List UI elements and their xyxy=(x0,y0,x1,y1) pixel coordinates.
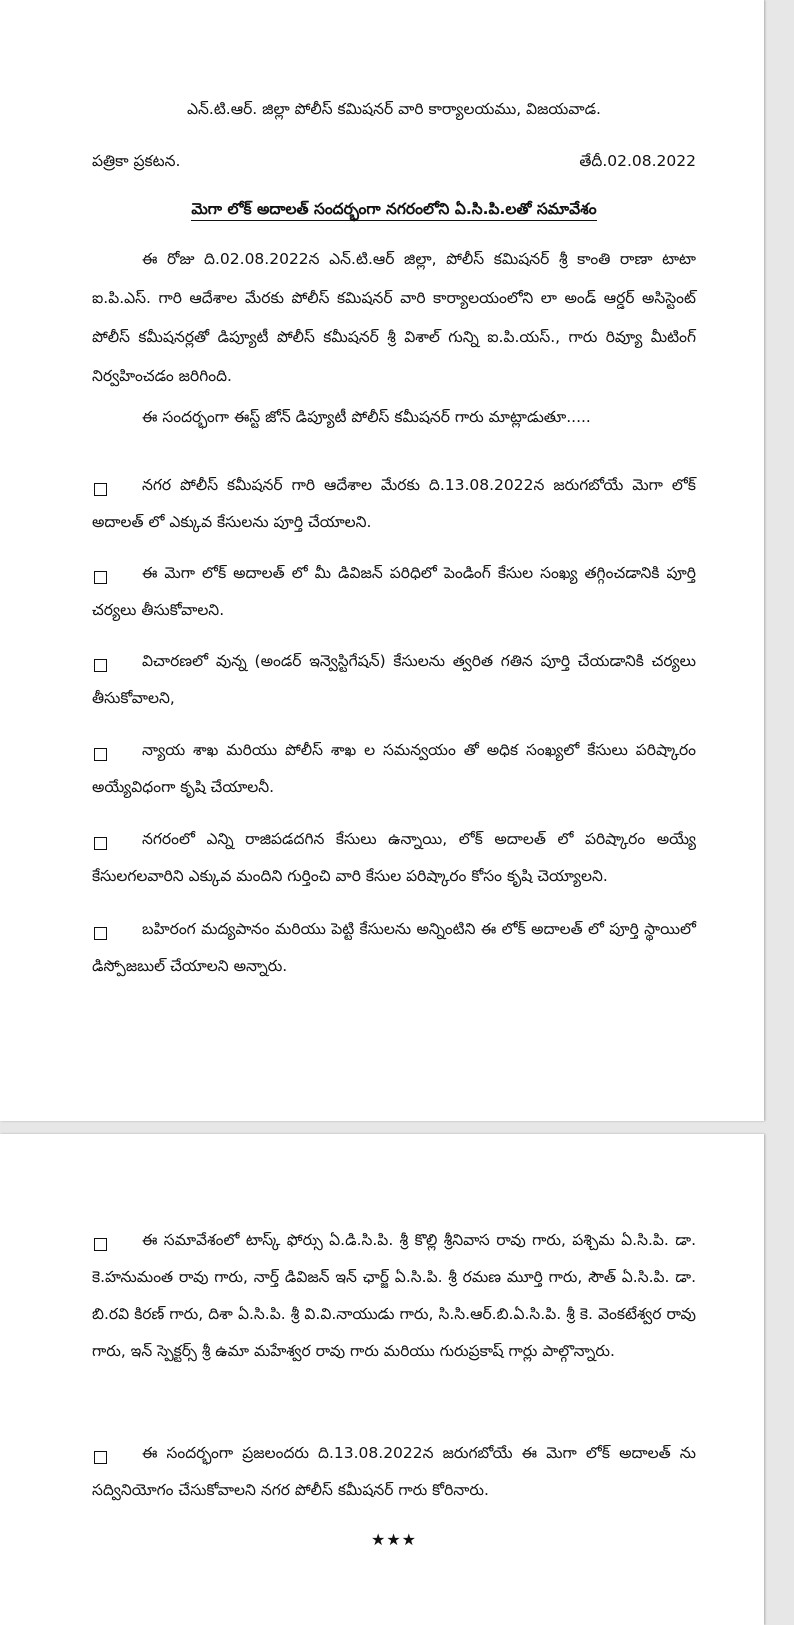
bullet-item xyxy=(92,911,696,985)
bullet-text: బహిరంగ మద్యపానం మరియు పెట్టి కేసులను అన్నింటిని ఈ లోక్ అదాలత్ లో పూర్తి స్థాయిలో డిస్పోజబుల్ చేయాలని అన్నారు. xyxy=(92,920,696,975)
bullet-item xyxy=(92,467,696,541)
bullet-item xyxy=(92,732,696,806)
bullet-text: ఈ సమావేశంలో టాస్క్ ఫోర్సు ఏ.డి.సి.పి. శ్రీ కొల్లి శ్రీనివాస రావు గారు, పశ్చిమ ఏ.సి.పి. డా. కె.హనుమంత రావు గారు, నార్త్ డివిజన్ ఇన్ ఛార్జ్ ఏ.సి.పి. శ్రీ రమణ మూర్తి గారు, సౌత్ ఏ.సి.పి. డా. బి.రవి కిరణ్ గారు, దిశా ఏ.సి.పి. శ్రీ వి.వి.నాయుడు గారు, సి.సి.ఆర్.బి.ఏ.సి.పి. శ్రీ కె. వెంకటేశ్వర రావు గారు, ఇన్ స్పెక్టర్స్ శ్రీ ఉమా మహేశ్వర రావు గారు మరియు గురుప్రకాష్ గార్లు పాల్గొన్నారు. xyxy=(92,1231,696,1360)
lead-block xyxy=(92,398,696,437)
lead-paragraph: ఈ సందర్భంగా ఈస్ట్ జోన్ డిప్యూటీ పోలీస్ కమీషనర్ గారు మాట్లాడుతూ..... xyxy=(142,408,591,426)
bullet-text: నగర పోలీస్ కమీషనర్ గారి ఆదేశాల మేరకు ది.13.08.2022న జరుగబోయే మెగా లోక్ అదాలత్ లో ఎక్కువ కేసులను పూర్తి చేయాలని. xyxy=(92,476,696,531)
intro-paragraph: ఈ రోజు ది.02.08.2022న ఎన్.టి.ఆర్ జిల్లా, పోలీస్ కమిషనర్ శ్రీ కాంతి రాణా టాటా ఐ.పి.ఎస్. గారి ఆదేశాల మేరకు పోలీస్ కమిషనర్ వారి కార్యాలయంలోని లా అండ్ ఆర్డర్ అసిస్టెంట్ పోలీస్ కమీషనర్లతో డిప్యూటీ పోలీస్ కమీషనర్ శ్రీ విశాల్ గున్ని ఐ.పి.యస్., గారు రివ్యూ మీటింగ్ నిర్వహించడం జరిగింది. xyxy=(92,250,696,385)
bullet-item xyxy=(92,1222,696,1370)
bullet-text: న్యాయ శాఖ మరియు పోలీస్ శాఖ ల సమన్వయం తో అధిక సంఖ్యలో కేసులు పరిష్కారం అయ్యేవిధంగా కృషి చేయాలనీ. xyxy=(92,741,696,796)
press-release-label: పత్రికా ప్రకటన. xyxy=(92,152,181,170)
bullet-text: నగరంలో ఎన్ని రాజిపడదగిన కేసులు ఉన్నాయి, లోక్ అదాలత్ లో పరిష్కారం అయ్యే కేసులగలవారిని ఎక్కువ మందిని గుర్తించి వారి కేసుల పరిష్కారం కోసం కృషి చెయ్యాలని. xyxy=(92,830,696,885)
document-page-2 xyxy=(0,1134,764,1625)
bullet-text: ఈ మెగా లోక్ అదాలత్ లో మీ డివిజన్ పరిధిలో పెండింగ్ కేసుల సంఖ్య తగ్గించడానికి పూర్తి చర్యలు తీసుకోవాలని. xyxy=(92,564,696,619)
bullet-item xyxy=(92,821,696,895)
document-title xyxy=(92,200,696,222)
bullet-text: విచారణలో వున్న (అండర్ ఇన్వెస్టిగేషన్) కేసులను త్వరిత గతిన పూర్తి చేయడానికి చర్యలు తీసుకోవాలని, xyxy=(92,652,696,707)
bullet-item xyxy=(92,1435,696,1509)
bullet-item xyxy=(92,555,696,629)
bullet-item xyxy=(92,643,696,717)
press-release-line xyxy=(92,152,696,174)
intro-block xyxy=(92,240,696,396)
bullet-text: ఈ సందర్భంగా ప్రజలందరు ది.13.08.2022న జరుగబోయే ఈ మెగా లోక్ అదాలత్ ను సద్వినియోగం చేసుకోవాలని నగర పోలీస్ కమీషనర్ గారు కోరినారు. xyxy=(92,1444,696,1499)
office-header: ఎన్.టి.ఆర్. జిల్లా పోలీస్ కమిషనర్ వారి కార్యాలయము, విజయవాడ. xyxy=(186,100,601,118)
document-title-text: మెగా లోక్ అదాలత్ సందర్భంగా నగరంలోని ఏ.సి.పి.లతో సమావేశం xyxy=(191,200,596,221)
end-mark-stars: ★★★ xyxy=(370,1530,418,1549)
release-date: తేదీ.02.08.2022 xyxy=(579,152,696,170)
